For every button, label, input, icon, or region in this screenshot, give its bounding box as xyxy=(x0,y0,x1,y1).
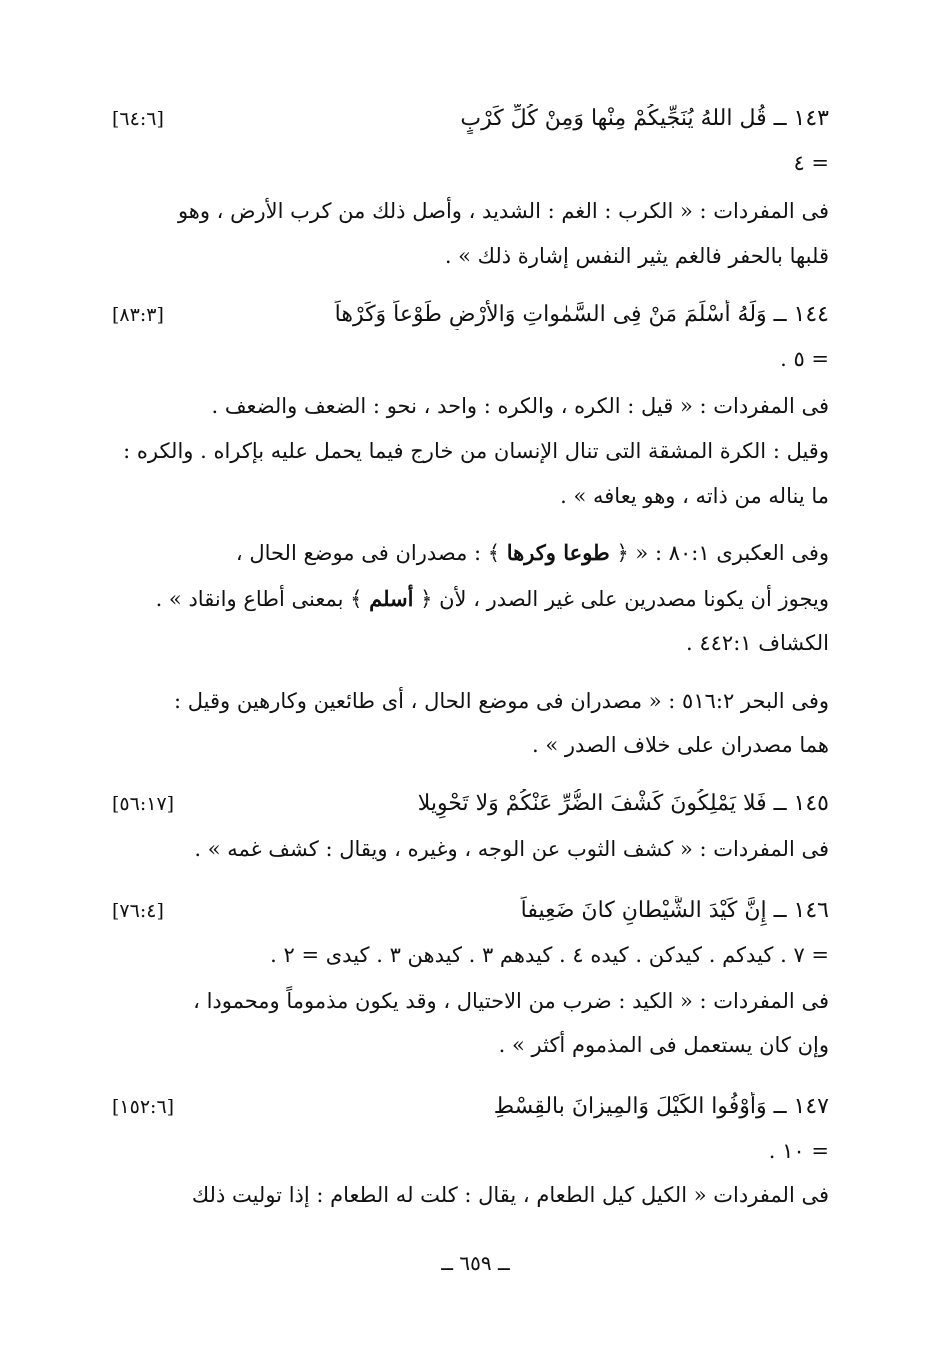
entry-147-count: = ١٠ . xyxy=(768,1139,829,1163)
entry-146-text-line-1: فى المفردات : « الكيد : ضرب من الاحتيال ، وقد يكون مذموماً ومحمودا ، xyxy=(193,989,829,1013)
entry-144-reference: [٨٣:٣] xyxy=(112,304,164,326)
entry-147-heading: ١٤٧ ــ وَأَوْفُوا الكَيْلَ وَالمِيزانَ بالقِسْطِ xyxy=(493,1094,829,1119)
entry-144-heading: ١٤٤ ــ وَلَهُ أَسْلَمَ مَنْ فِى السَّمٰواتِ وَالأَرْضِ طَوْعاً وَكَرْهاً xyxy=(334,302,829,327)
entry-143-text-line-2: قلبها بالحفر فالغم يثير النفس إشارة ذلك » . xyxy=(444,244,829,268)
akbari-line-3: الكشاف ٤٤٢:١ . xyxy=(686,631,829,655)
akbari-line-2-start: ويجوز أن يكونا مصدرين على غير الصدر ، لأن ﴿ xyxy=(420,587,829,611)
akbari-term-tawan-karhan: طوعا وكرها xyxy=(506,540,610,565)
akbari-intro: وفى العكبرى ٨٠:١ : « ﴿ xyxy=(616,541,829,565)
entry-143-text-line-1: فى المفردات : « الكرب : الغم : الشديد ، وأصل ذلك من كرب الأرض ، وهو xyxy=(177,199,829,223)
page-number: ــ ٦٥٩ ــ xyxy=(441,1251,510,1275)
entry-144-text-line-2: وقيل : الكرة المشقة التى تنال الإنسان من خارج فيما يحمل عليه بإكراه . والكره : xyxy=(123,439,829,463)
entry-145-text-line-1: فى المفردات : « كشف الثوب عن الوجه ، وغيره ، ويقال : كشف غمه » . xyxy=(194,837,829,861)
entry-146-heading: ١٤٦ ــ إِنَّ كَيْدَ الشَّيْطانِ كانَ ضَعِيفاً xyxy=(520,898,829,923)
entry-146-count: = ٧ . كيدكم . كيدكن . كيده ٤ . كيدهم ٣ . كيدهن ٣ . كيدى = ٢ . xyxy=(270,943,829,967)
akbari-term-aslama: أسلم xyxy=(369,586,414,611)
akbari-mid: ﴾ : مصدران فى موضع الحال ، xyxy=(235,541,501,565)
bahr-line-2: هما مصدران على خلاف الصدر » . xyxy=(532,733,829,757)
entry-144-text-line-3: ما يناله من ذاته ، وهو يعافه » . xyxy=(560,484,829,508)
akbari-line-2-end: ﴾ بمعنى أطاع وانقاد » . xyxy=(155,587,363,611)
entry-147-text-line-1: فى المفردات « الكيل كيل الطعام ، يقال : كلت له الطعام : إذا توليت ذلك xyxy=(191,1183,829,1207)
entry-143-heading: ١٤٣ ــ قُل اللهُ يُنَجِّيكُمْ مِنْها وَمِنْ كُلِّ كَرْبٍ xyxy=(460,106,829,131)
entry-146-reference: [٧٦:٤] xyxy=(112,900,164,922)
entry-146-text-line-2: وإن كان يستعمل فى المذموم أكثر » . xyxy=(498,1033,829,1057)
entry-143-count: = ٤ xyxy=(793,151,829,175)
akbari-line-1 xyxy=(110,538,829,568)
entry-147-reference: [١٥٢:٦] xyxy=(112,1096,175,1118)
entry-143-reference: [٦٤:٦] xyxy=(112,108,164,130)
entry-144-text-line-1: فى المفردات : « قيل : الكره ، والكره : واحد ، نحو : الضعف والضعف . xyxy=(211,394,829,418)
bahr-line-1: وفى البحر ٥١٦:٢ : « مصدران فى موضع الحال ، أى طائعين وكارهين وقيل : xyxy=(174,689,829,713)
entry-144-count: = ٥ . xyxy=(780,347,829,371)
entry-145-reference: [٥٦:١٧] xyxy=(112,793,175,815)
entry-145-heading: ١٤٥ ــ فَلا يَمْلِكُونَ كَشْفَ الضُّرِّ عَنْكُمْ وَلا تَحْوِيلا xyxy=(417,791,829,816)
akbari-line-2 xyxy=(110,584,829,614)
